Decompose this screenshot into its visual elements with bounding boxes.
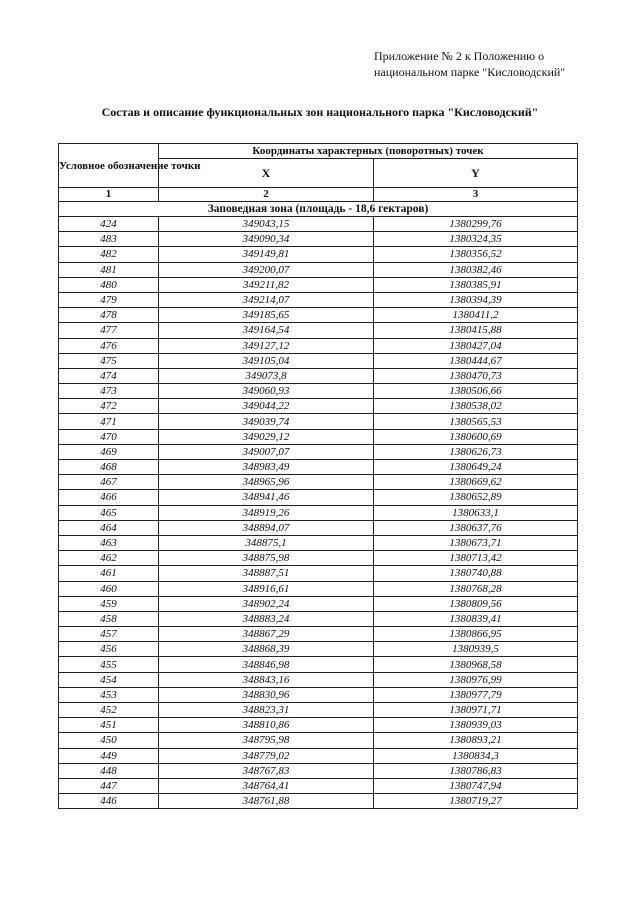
column-number-1: 1 (59, 188, 159, 202)
table-row (59, 794, 578, 809)
x-coordinate-cell: 348761,88 (159, 794, 374, 809)
table-row (59, 308, 578, 323)
x-coordinate-cell: 348843,16 (159, 672, 374, 687)
table-row (59, 217, 578, 232)
point-cell: 481 (59, 262, 159, 277)
y-coordinate-cell: 1380652,89 (374, 490, 578, 505)
table-row (59, 627, 578, 642)
appendix-line-1: Приложение № 2 к Положению о (374, 49, 545, 63)
y-coordinate-cell: 1380939,5 (374, 642, 578, 657)
table-row (59, 323, 578, 338)
table-row (59, 232, 578, 247)
point-cell: 454 (59, 672, 159, 687)
x-coordinate-cell: 349105,04 (159, 353, 374, 368)
point-cell: 478 (59, 308, 159, 323)
point-cell: 460 (59, 581, 159, 596)
table-row (59, 748, 578, 763)
y-coordinate-cell: 1380649,24 (374, 460, 578, 475)
y-coordinate-cell: 1380633,1 (374, 505, 578, 520)
x-coordinate-cell: 348779,02 (159, 748, 374, 763)
y-coordinate-cell: 1380971,71 (374, 703, 578, 718)
y-coordinate-cell: 1380356,52 (374, 247, 578, 262)
x-coordinate-cell: 348795,98 (159, 733, 374, 748)
y-coordinate-cell: 1380768,28 (374, 581, 578, 596)
y-coordinate-cell: 1380299,76 (374, 217, 578, 232)
table-row (59, 262, 578, 277)
appendix-line-2: национальном парке "Кисловодский" (374, 65, 566, 79)
y-coordinate-cell: 1380427,04 (374, 338, 578, 353)
header-coordinates: Координаты характерных (поворотных) точек (159, 144, 578, 159)
x-coordinate-cell: 348941,46 (159, 490, 374, 505)
table-row (59, 763, 578, 778)
x-coordinate-cell: 348916,61 (159, 581, 374, 596)
table-row (59, 338, 578, 353)
table-row (59, 475, 578, 490)
table-row (59, 277, 578, 292)
point-cell: 456 (59, 642, 159, 657)
x-coordinate-cell: 348823,31 (159, 703, 374, 718)
y-coordinate-cell: 1380809,56 (374, 596, 578, 611)
header-x: X (159, 159, 374, 188)
table-row (59, 596, 578, 611)
point-cell: 468 (59, 460, 159, 475)
x-coordinate-cell: 348764,41 (159, 778, 374, 793)
table-row (59, 703, 578, 718)
x-coordinate-cell: 349127,12 (159, 338, 374, 353)
point-cell: 458 (59, 611, 159, 626)
y-coordinate-cell: 1380977,79 (374, 687, 578, 702)
point-cell: 473 (59, 384, 159, 399)
x-coordinate-cell: 348868,39 (159, 642, 374, 657)
table-row (59, 535, 578, 550)
point-cell: 449 (59, 748, 159, 763)
x-coordinate-cell: 349029,12 (159, 429, 374, 444)
x-coordinate-cell: 349214,07 (159, 292, 374, 307)
x-coordinate-cell: 349185,65 (159, 308, 374, 323)
point-cell: 476 (59, 338, 159, 353)
x-coordinate-cell: 349073,8 (159, 368, 374, 383)
table-row (59, 460, 578, 475)
y-coordinate-cell: 1380747,94 (374, 778, 578, 793)
x-coordinate-cell: 348846,98 (159, 657, 374, 672)
header-point-designation: Условное обозначение точки (59, 144, 159, 188)
point-cell: 474 (59, 368, 159, 383)
point-cell: 461 (59, 566, 159, 581)
x-coordinate-cell: 348919,26 (159, 505, 374, 520)
y-coordinate-cell: 1380740,88 (374, 566, 578, 581)
table-row (59, 581, 578, 596)
table-row (59, 611, 578, 626)
x-coordinate-cell: 348830,96 (159, 687, 374, 702)
y-coordinate-cell: 1380538,02 (374, 399, 578, 414)
point-cell: 424 (59, 217, 159, 232)
y-coordinate-cell: 1380382,46 (374, 262, 578, 277)
table-row (59, 429, 578, 444)
x-coordinate-cell: 348875,98 (159, 551, 374, 566)
table-row (59, 444, 578, 459)
table-row (59, 368, 578, 383)
table-row (59, 657, 578, 672)
x-coordinate-cell: 348965,96 (159, 475, 374, 490)
zone-title-row: Заповедная зона (площадь - 18,6 гектаров) (59, 202, 578, 217)
x-coordinate-cell: 349164,54 (159, 323, 374, 338)
point-cell: 465 (59, 505, 159, 520)
point-cell: 457 (59, 627, 159, 642)
y-coordinate-cell: 1380893,21 (374, 733, 578, 748)
x-coordinate-cell: 348810,86 (159, 718, 374, 733)
y-coordinate-cell: 1380719,27 (374, 794, 578, 809)
point-cell: 467 (59, 475, 159, 490)
x-coordinate-cell: 348767,83 (159, 763, 374, 778)
point-cell: 447 (59, 778, 159, 793)
x-coordinate-cell: 349039,74 (159, 414, 374, 429)
x-coordinate-cell: 348875,1 (159, 535, 374, 550)
point-cell: 452 (59, 703, 159, 718)
table-row (59, 505, 578, 520)
coordinates-table (58, 143, 578, 809)
table-row (59, 353, 578, 368)
column-number-3: 3 (374, 188, 578, 202)
point-cell: 463 (59, 535, 159, 550)
y-coordinate-cell: 1380976,99 (374, 672, 578, 687)
point-cell: 479 (59, 292, 159, 307)
x-coordinate-cell: 348894,07 (159, 520, 374, 535)
point-cell: 459 (59, 596, 159, 611)
point-cell: 466 (59, 490, 159, 505)
y-coordinate-cell: 1380626,73 (374, 444, 578, 459)
table-body (59, 217, 578, 809)
y-coordinate-cell: 1380834,3 (374, 748, 578, 763)
table-row (59, 399, 578, 414)
table-row (59, 384, 578, 399)
point-cell: 469 (59, 444, 159, 459)
x-coordinate-cell: 349200,07 (159, 262, 374, 277)
table-row (59, 247, 578, 262)
point-cell: 475 (59, 353, 159, 368)
y-coordinate-cell: 1380385,91 (374, 277, 578, 292)
y-coordinate-cell: 1380324,35 (374, 232, 578, 247)
y-coordinate-cell: 1380415,88 (374, 323, 578, 338)
table-row (59, 292, 578, 307)
x-coordinate-cell: 349211,82 (159, 277, 374, 292)
point-cell: 470 (59, 429, 159, 444)
y-coordinate-cell: 1380839,41 (374, 611, 578, 626)
table-row (59, 733, 578, 748)
x-coordinate-cell: 348867,29 (159, 627, 374, 642)
header-y: Y (374, 159, 578, 188)
table-row (59, 520, 578, 535)
table-row (59, 718, 578, 733)
x-coordinate-cell: 349043,15 (159, 217, 374, 232)
point-cell: 480 (59, 277, 159, 292)
table-row (59, 642, 578, 657)
x-coordinate-cell: 349007,07 (159, 444, 374, 459)
point-cell: 483 (59, 232, 159, 247)
y-coordinate-cell: 1380470,73 (374, 368, 578, 383)
column-number-2: 2 (159, 188, 374, 202)
x-coordinate-cell: 348883,24 (159, 611, 374, 626)
appendix-note (374, 48, 565, 80)
table-row (59, 687, 578, 702)
table-row (59, 566, 578, 581)
table-row (59, 778, 578, 793)
point-cell: 451 (59, 718, 159, 733)
y-coordinate-cell: 1380600,69 (374, 429, 578, 444)
point-cell: 464 (59, 520, 159, 535)
table-row (59, 490, 578, 505)
y-coordinate-cell: 1380444,67 (374, 353, 578, 368)
y-coordinate-cell: 1380673,71 (374, 535, 578, 550)
point-cell: 450 (59, 733, 159, 748)
point-cell: 453 (59, 687, 159, 702)
point-cell: 482 (59, 247, 159, 262)
point-cell: 446 (59, 794, 159, 809)
x-coordinate-cell: 349060,93 (159, 384, 374, 399)
point-cell: 448 (59, 763, 159, 778)
y-coordinate-cell: 1380411,2 (374, 308, 578, 323)
point-cell: 471 (59, 414, 159, 429)
document-title: Состав и описание функциональных зон национального парка "Кисловодский" (101, 105, 539, 119)
point-cell: 472 (59, 399, 159, 414)
x-coordinate-cell: 349044,22 (159, 399, 374, 414)
point-cell: 455 (59, 657, 159, 672)
point-cell: 477 (59, 323, 159, 338)
x-coordinate-cell: 349090,34 (159, 232, 374, 247)
y-coordinate-cell: 1380786,83 (374, 763, 578, 778)
y-coordinate-cell: 1380506,66 (374, 384, 578, 399)
x-coordinate-cell: 348902,24 (159, 596, 374, 611)
x-coordinate-cell: 348983,49 (159, 460, 374, 475)
y-coordinate-cell: 1380637,76 (374, 520, 578, 535)
x-coordinate-cell: 348887,51 (159, 566, 374, 581)
table-row (59, 414, 578, 429)
y-coordinate-cell: 1380394,39 (374, 292, 578, 307)
x-coordinate-cell: 349149,81 (159, 247, 374, 262)
y-coordinate-cell: 1380939,03 (374, 718, 578, 733)
y-coordinate-cell: 1380713,42 (374, 551, 578, 566)
y-coordinate-cell: 1380565,53 (374, 414, 578, 429)
table-row (59, 551, 578, 566)
y-coordinate-cell: 1380866,95 (374, 627, 578, 642)
y-coordinate-cell: 1380968,58 (374, 657, 578, 672)
table-row (59, 672, 578, 687)
y-coordinate-cell: 1380669,62 (374, 475, 578, 490)
point-cell: 462 (59, 551, 159, 566)
